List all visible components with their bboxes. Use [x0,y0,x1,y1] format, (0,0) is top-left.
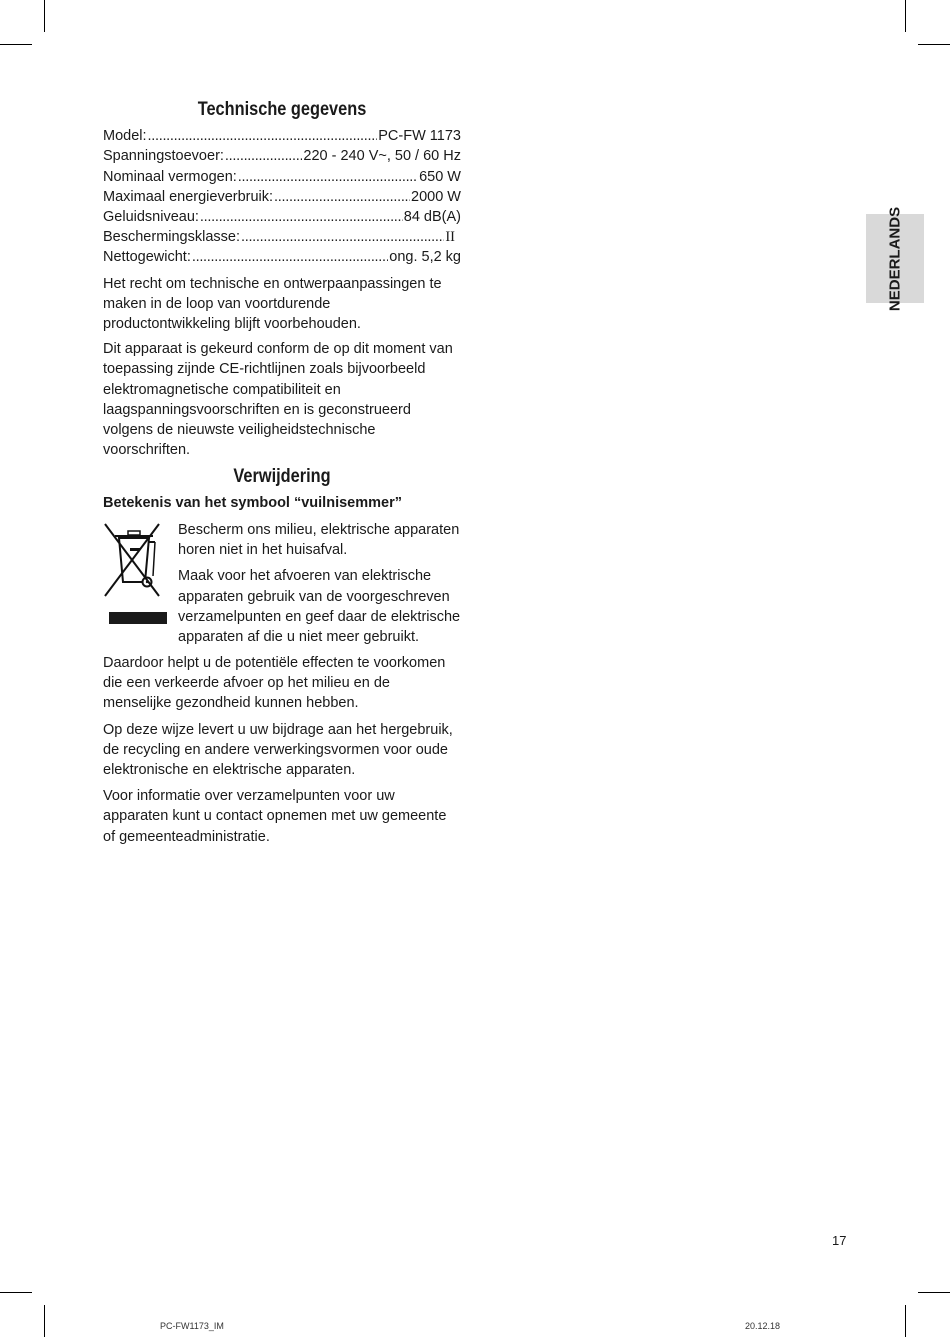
spec-row-voltage [103,146,461,166]
paragraph-information: Voor informatie over verzamelpunten voor uw apparaten kunt u contact opnemen met uw gemeente of gemeenteadministratie. [103,788,447,845]
spec-label: Model: [103,128,147,145]
dot-leader [192,247,388,267]
bin-explanation [178,520,463,647]
crop-mark [0,44,32,45]
crop-mark [0,1292,32,1293]
page-number: 17 [832,1233,847,1248]
spec-value: 220 - 240 V~, 50 / 60 Hz [303,148,461,165]
paragraph-ce-conformity: Dit apparaat is gekeurd conform de op dit moment van toepassing zijnde CE-richtlijnen zoals bijvoorbeeld elektromagnetische compatibiliteit en laagspanningsvoorschriften en is geconstrueerd volgens de nieuwste veiligheidstechnische voorschriften. [103,341,453,459]
spec-label: Nettogewicht: [103,249,191,266]
crop-mark [44,0,45,32]
spec-value: 84 dB(A) [403,208,461,225]
spec-label: Spanningstoevoer: [103,148,224,165]
crop-mark [905,1305,906,1337]
spec-value: PC-FW 1173 [378,128,461,145]
section-title-disposal: Verwijdering [233,466,331,487]
spec-label: Beschermingsklasse: [103,229,240,246]
language-tab [866,206,924,311]
dot-leader [274,187,410,207]
crop-mark [44,1305,45,1337]
spec-row-protection-class [103,227,461,247]
bin-text-collection-points: Maak voor het afvoeren van elektrische apparaten gebruik van de voorgeschreven verzamelpunten en geef daar de elektrische apparaten af die u niet meer gebruikt. [178,568,461,646]
spec-row-max-power [103,187,461,207]
spec-row-model [103,126,461,146]
bin-text-protect-environment: Bescherm ons milieu, elektrische apparaten horen niet in het huisafval. [178,522,460,559]
section-title-technical-data: Technische gegevens [197,99,367,120]
spec-row-net-weight [103,247,461,267]
footer-date: 20.12.18 [745,1321,781,1331]
crop-mark [918,1292,950,1293]
spec-value: II [445,229,455,246]
spec-row-noise-level [103,207,461,227]
spec-label: Maximaal energieverbruik: [103,188,274,205]
spec-label: Nominaal vermogen: [103,168,237,185]
language-tab-label: NEDERLANDS [886,206,904,311]
spec-value: 2000 W [411,188,461,205]
dot-leader [200,207,403,227]
footer-document-id: PC-FW1173_IM [160,1321,224,1331]
dot-leader [238,167,418,187]
spec-value: ong. 5,2 kg [389,249,461,266]
paragraph-recycling: Op deze wijze levert u uw bijdrage aan het hergebruik, de recycling en andere verwerkingsvormen voor oude elektronische en elektrische apparaten. [103,721,453,779]
dot-leader [241,227,444,247]
spec-label: Geluidsniveau: [103,208,199,225]
crossed-out-wheelie-bin-icon [103,520,169,628]
crop-mark [905,0,906,32]
disposal-section-body [103,653,461,847]
paragraph-design-changes: Het recht om technische en ontwerpaanpassingen te maken in de loop van voortdurende productontwikkeling blijft voorbehouden. [103,275,442,332]
spec-list [103,126,461,267]
crop-mark [918,44,950,45]
disposal-section-header [103,467,461,513]
spec-value: 650 W [419,168,461,185]
spec-row-rated-power [103,167,461,187]
paragraph-potential-effects: Daardoor helpt u de potentiële effecten te voorkomen die een verkeerde afvoer op het milieu en de menselijke gezondheid kunnen hebben. [103,655,446,712]
dot-leader [225,146,302,166]
disposal-subtitle: Betekenis van het symbool “vuilnisemmer” [103,495,402,512]
weee-icon [103,520,169,628]
dot-leader [148,126,378,146]
technical-data-section [103,100,461,460]
